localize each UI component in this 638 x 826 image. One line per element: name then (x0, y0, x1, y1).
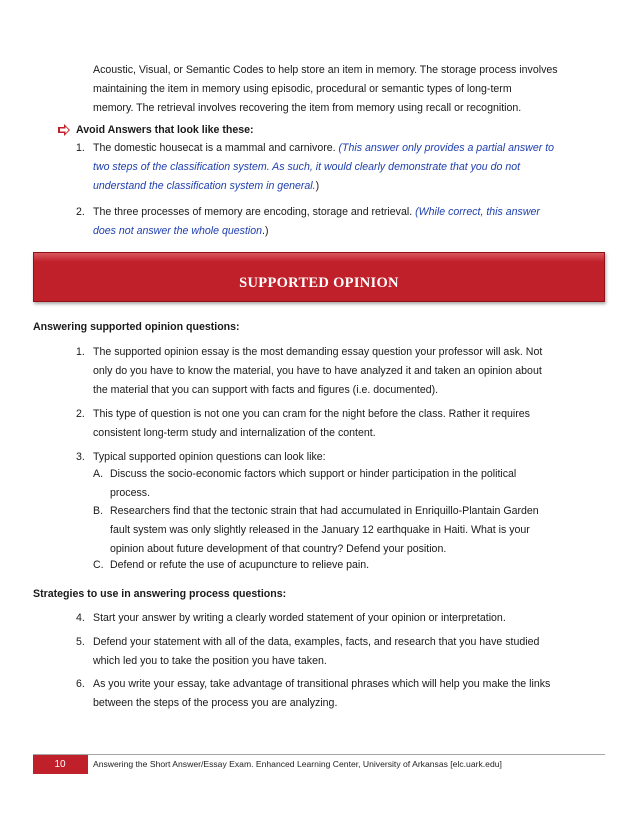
arrow-bullet-icon (57, 124, 71, 136)
section1-item-3-line-1: Typical supported opinion questions can look like: (93, 451, 326, 463)
sub-item-c-letter: C. (93, 559, 104, 571)
section1-item-1-line-2: only do you have to know the material, you have to have analyzed it and taken an opinion about (93, 365, 542, 377)
section2-item-6-line-2: between the steps of the process you are analyzing. (93, 697, 338, 709)
section1-item-3-number: 3. (76, 451, 85, 463)
section2-item-4-number: 4. (76, 612, 85, 624)
sub-item-b-letter: B. (93, 505, 104, 517)
section2-heading: Strategies to use in answering process questions: (33, 588, 287, 600)
sub-item-b-line-3: opinion about future development of that country? Defend your position. (110, 543, 447, 555)
footer-text: Answering the Short Answer/Essay Exam. Enhanced Learning Center, University of Arkansas [elc.uark.edu] (93, 759, 502, 769)
section2-item-6-number: 6. (76, 678, 85, 690)
avoid-item-1-line-1: The domestic housecat is a mammal and carnivore. (This answer only provides a partial answer to (93, 142, 555, 154)
sub-item-a-letter: A. (93, 468, 104, 480)
section1-item-2-line-1: This type of question is not one you can cram for the night before the class. Rather it requires (93, 408, 530, 420)
section2-item-5-line-1: Defend your statement with all of the data, examples, facts, and research that you have studied (93, 636, 540, 648)
top-paragraph-line-2: maintaining the item in memory using episodic, procedural or semantic types of long-term (93, 83, 512, 95)
avoid-heading: Avoid Answers that look like these: (76, 124, 254, 136)
avoid-item-2-line-2: does not answer the whole question.) (93, 225, 269, 237)
sub-item-b-line-1: Researchers find that the tectonic strain that had accumulated in Enriquillo-Plantain Garden (110, 505, 539, 517)
section1-item-1-line-3: the material that you can support with facts and figures (i.e. documented). (93, 384, 439, 396)
avoid-item-1-line-3: understand the classification system in general.) (93, 180, 320, 192)
footer-separator (87, 755, 88, 774)
sub-item-c-line-1: Defend or refute the use of acupuncture to relieve pain. (110, 559, 370, 571)
avoid-item-2-number: 2. (76, 206, 85, 218)
top-paragraph-line-3: memory. The retrieval involves recovering the item from memory using recall or recognition. (93, 102, 522, 114)
avoid-item-1-number: 1. (76, 142, 85, 154)
sub-item-b-line-2: fault system was only slightly released in the January 12 earthquake in Haiti. What is your (110, 524, 530, 536)
section2-item-5-number: 5. (76, 636, 85, 648)
avoid-item-2-line-1: The three processes of memory are encoding, storage and retrieval. (While correct, this answer (93, 206, 540, 218)
section1-item-1-number: 1. (76, 346, 85, 358)
section1-item-1-line-1: The supported opinion essay is the most demanding essay question your professor will ask. Not (93, 346, 543, 358)
footer-page-number: 10 (33, 755, 87, 774)
banner-title: SUPPORTED OPINION (239, 274, 399, 291)
sub-item-a-line-2: process. (110, 487, 151, 499)
section-banner (33, 252, 605, 302)
section1-item-2-line-2: consistent long-term study and internalization of the content. (93, 427, 376, 439)
section1-item-2-number: 2. (76, 408, 85, 420)
avoid-item-1-line-2: two steps of the classification system. As such, it would clearly demonstrate that you do not (93, 161, 521, 173)
section2-item-4-line-1: Start your answer by writing a clearly worded statement of your opinion or interpretation. (93, 612, 506, 624)
section1-heading: Answering supported opinion questions: (33, 321, 240, 333)
sub-item-a-line-1: Discuss the socio-economic factors which support or hinder participation in the political (110, 468, 517, 480)
section2-item-6-line-1: As you write your essay, take advantage of transitional phrases which will help you make the links (93, 678, 551, 690)
top-paragraph-line-1: Acoustic, Visual, or Semantic Codes to help store an item in memory. The storage process involves (93, 64, 558, 76)
section2-item-5-line-2: which led you to take the position you have taken. (93, 655, 327, 667)
